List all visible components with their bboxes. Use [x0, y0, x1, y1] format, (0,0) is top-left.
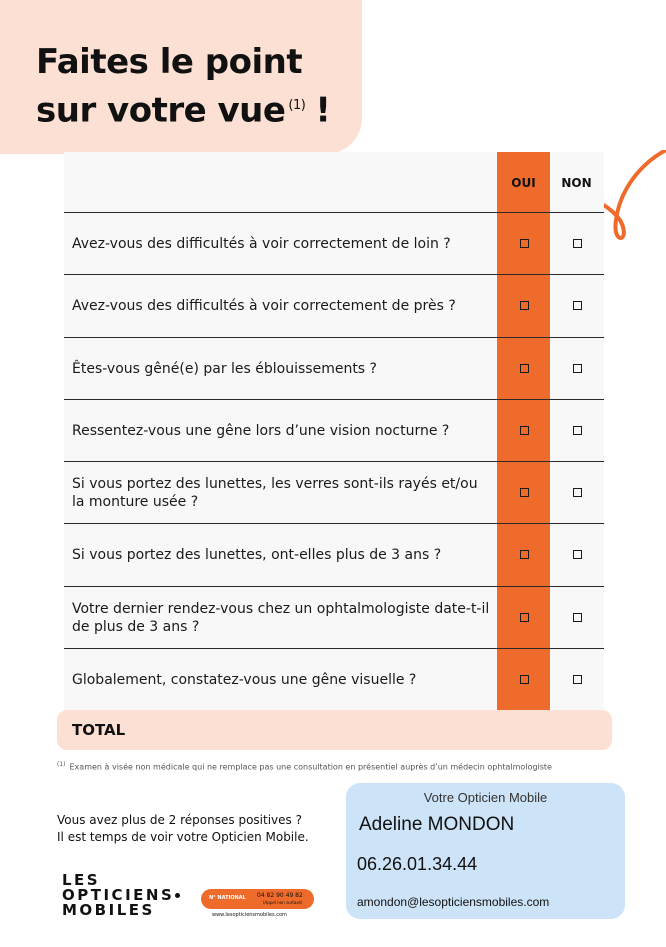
title-line-2-text: sur votre vue	[36, 90, 286, 131]
checkbox-non[interactable]	[573, 488, 582, 497]
checkbox-oui[interactable]	[520, 613, 529, 622]
question-text: Si vous portez des lunettes, ont-elles plus de 3 ans ?	[72, 547, 442, 564]
checkbox-oui[interactable]	[520, 488, 529, 497]
checkbox-non[interactable]	[573, 675, 582, 684]
title-exclamation: !	[315, 90, 331, 131]
contact-phone[interactable]: 06.26.01.34.44	[357, 854, 478, 874]
badge-subtext: (Appel non surtaxé)	[263, 900, 303, 905]
total-bar	[57, 710, 612, 750]
checkbox-non[interactable]	[573, 426, 582, 435]
question-row	[64, 212, 604, 274]
footnote	[57, 761, 552, 772]
column-header-oui: OUI	[511, 176, 536, 190]
question-text: Globalement, constatez-vous une gêne visuelle ?	[72, 671, 417, 688]
checkbox-oui[interactable]	[520, 426, 529, 435]
contact-name: Adeline MONDON	[359, 814, 515, 835]
question-row	[64, 461, 604, 523]
badge-number[interactable]: 04 82 90 49 82	[257, 892, 303, 899]
logo-line-1: LES	[62, 871, 101, 889]
question-row	[64, 399, 604, 461]
question-text: Êtes-vous gêné(e) par les éblouissements ?	[72, 360, 377, 377]
checkbox-oui[interactable]	[520, 239, 529, 248]
checkbox-non[interactable]	[573, 613, 582, 622]
page-title	[36, 40, 330, 132]
title-footnote-mark: (1)	[288, 98, 306, 113]
footnote-text: Examen à visée non médicale qui ne remplace pas une consultation en présentiel auprès d’un médecin ophtalmologiste	[69, 762, 552, 772]
checkbox-non[interactable]	[573, 239, 582, 248]
checkbox-oui[interactable]	[520, 364, 529, 373]
question-row	[64, 523, 604, 585]
logo-line-2-text: OPTICIENS	[62, 886, 175, 904]
checkbox-oui[interactable]	[520, 301, 529, 310]
checkbox-oui[interactable]	[520, 675, 529, 684]
brand-logo	[62, 873, 180, 918]
checkbox-oui[interactable]	[520, 550, 529, 559]
question-row	[64, 648, 604, 710]
question-text: Ressentez-vous une gêne lors d’une vision nocturne ?	[72, 422, 450, 439]
question-text: Si vous portez des lunettes, les verres sont-ils rayés et/ou la monture usée ?	[72, 476, 478, 510]
logo-dot-icon	[175, 893, 180, 898]
contact-title: Votre Opticien Mobile	[423, 790, 548, 805]
question-row	[64, 586, 604, 648]
logo-line-3: MOBILES	[62, 901, 155, 919]
website-link[interactable]: www.lesopticiensmobiles.com	[212, 912, 287, 918]
question-row	[64, 337, 604, 399]
call-to-action	[57, 812, 309, 846]
cta-line-2: Il est temps de voir votre Opticien Mobile.	[57, 830, 309, 844]
cta-line-1: Vous avez plus de 2 réponses positives ?	[57, 813, 302, 827]
contact-email[interactable]: amondon@lesopticiensmobiles.com	[357, 895, 550, 909]
question-text: Avez-vous des difficultés à voir correctement de loin ?	[72, 236, 451, 252]
title-line-2	[36, 84, 330, 132]
question-row	[64, 274, 604, 336]
checkbox-non[interactable]	[573, 550, 582, 559]
title-line-1: Faites le point	[36, 42, 303, 82]
national-number-badge	[201, 889, 314, 909]
question-text: Avez-vous des difficultés à voir correctement de près ?	[72, 298, 456, 315]
checkbox-non[interactable]	[573, 301, 582, 310]
badge-label: N° NATIONAL	[209, 895, 246, 901]
question-text: Votre dernier rendez-vous chez un ophtalmologiste date-t-il de plus de 3 ans ?	[72, 600, 490, 635]
column-header-non: NON	[561, 176, 592, 190]
total-label: TOTAL	[72, 721, 126, 739]
checkbox-non[interactable]	[573, 364, 582, 373]
footnote-mark: (1)	[57, 761, 66, 768]
contact-card	[346, 783, 625, 919]
